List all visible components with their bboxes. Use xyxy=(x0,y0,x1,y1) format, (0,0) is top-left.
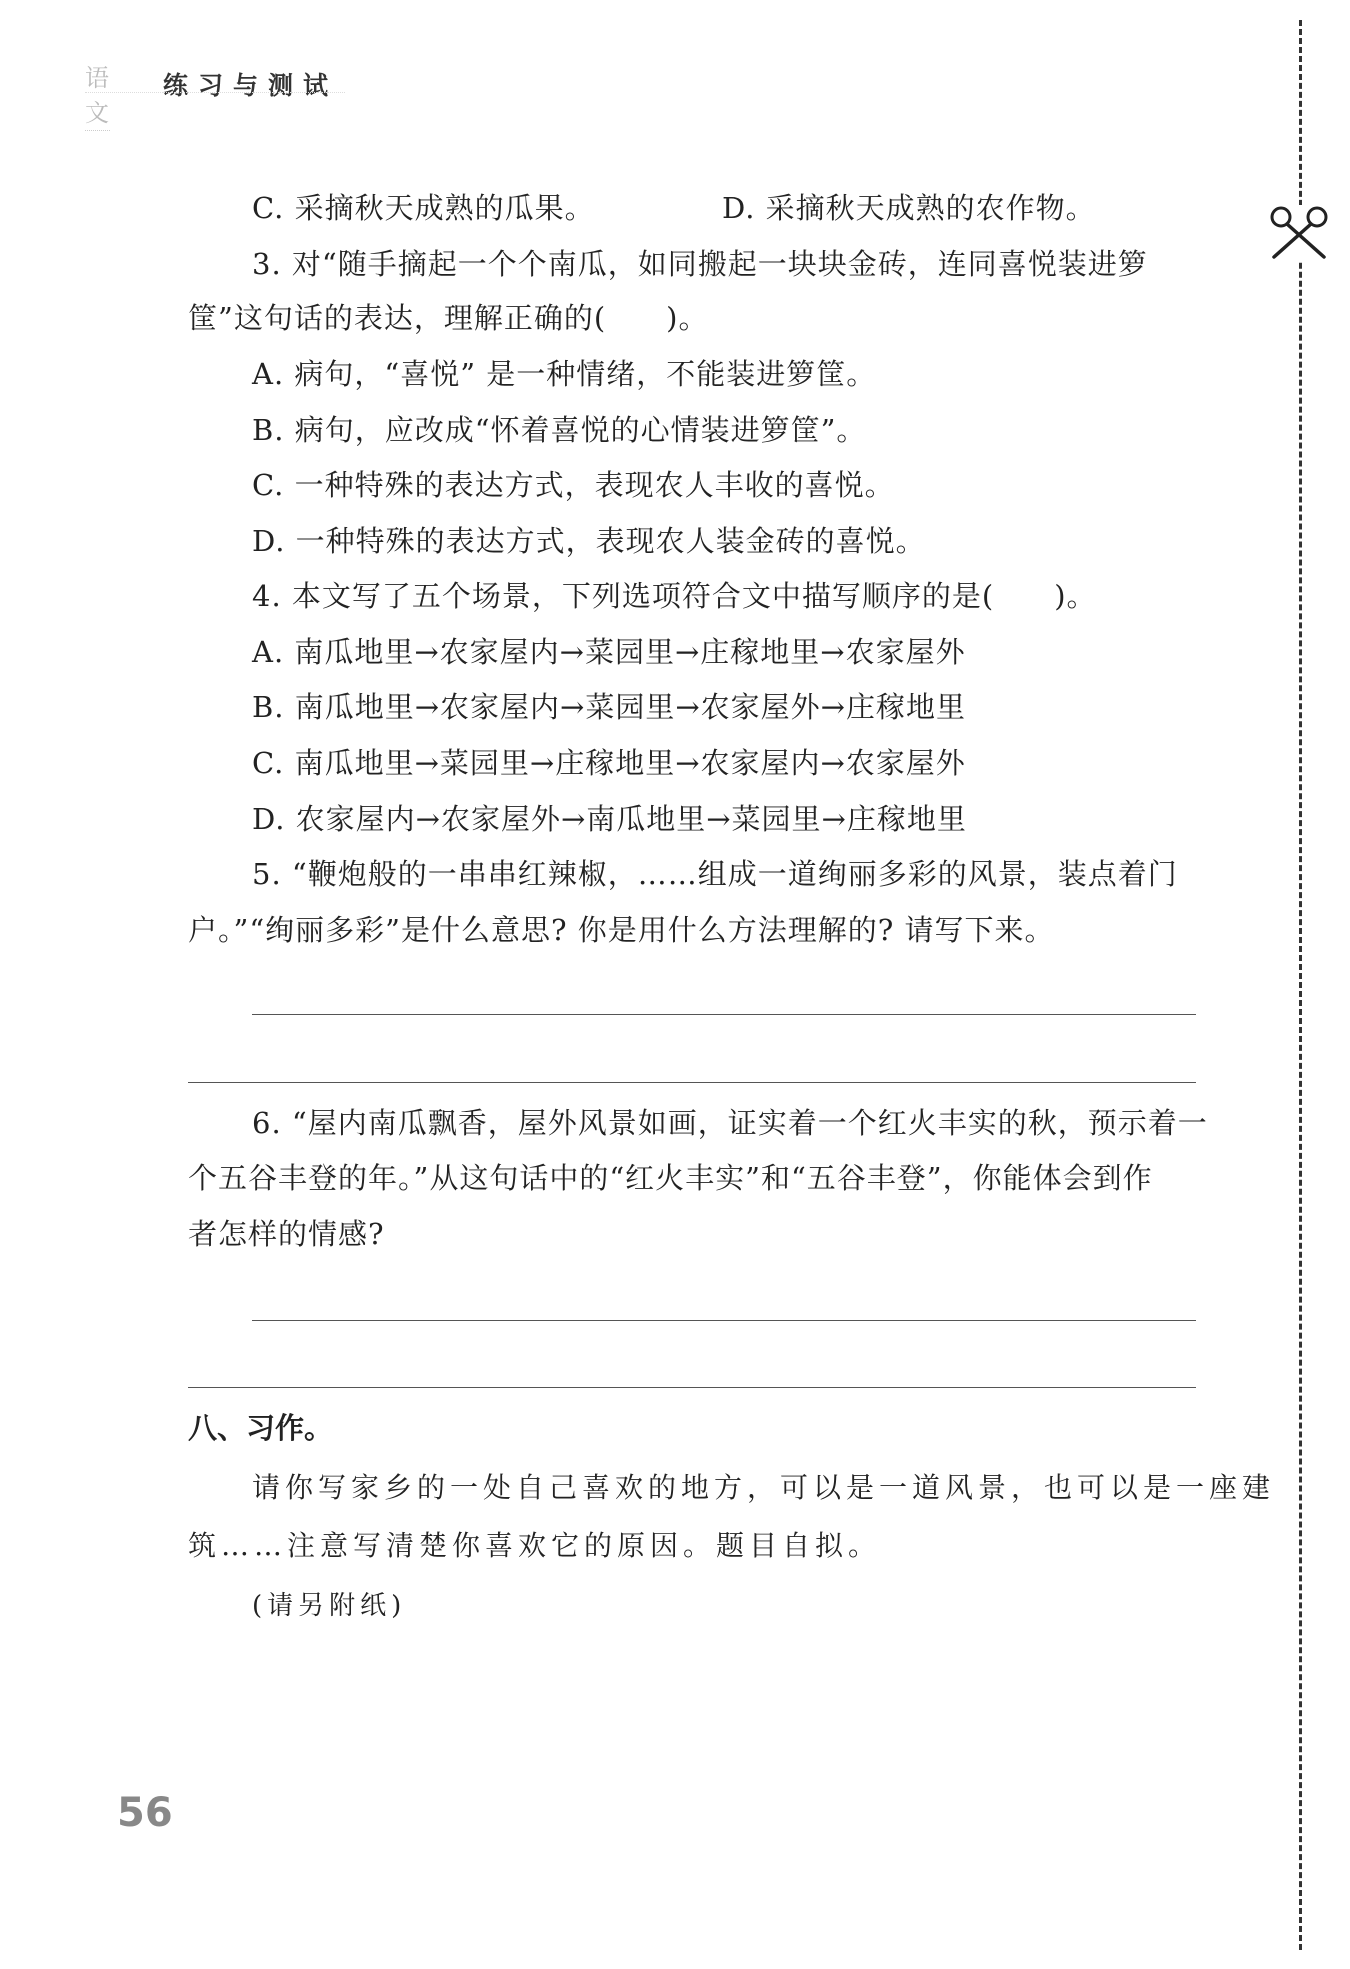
cut-line xyxy=(1299,20,1302,1950)
header-rule xyxy=(85,92,345,93)
q6-answer-line-2[interactable] xyxy=(188,1387,1196,1388)
q4-option-b: B. 南瓜地里→农家屋内→菜园里→农家屋外→庄稼地里 xyxy=(252,690,966,724)
q5-answer-line-2[interactable] xyxy=(188,1082,1196,1083)
q3-line2: 筐”这句话的表达，理解正确的( )。 xyxy=(188,301,709,335)
book-title: 练习与测试 xyxy=(163,71,339,100)
q5-answer-line-1[interactable] xyxy=(252,1014,1196,1015)
section-8-heading: 八、习作。 xyxy=(188,1411,334,1445)
page-number: 56 xyxy=(117,1790,173,1836)
option-c-top: C. 采摘秋天成熟的瓜果。 xyxy=(252,191,595,225)
q6-line2: 个五谷丰登的年。”从这句话中的“红火丰实”和“五谷丰登”，你能体会到作 xyxy=(188,1161,1153,1195)
q6-line3: 者怎样的情感? xyxy=(188,1217,385,1251)
q5-line1: 5. “鞭炮般的一串串红辣椒，……组成一道绚丽多彩的风景，装点着门 xyxy=(252,857,1178,891)
q4-line1: 4. 本文写了五个场景，下列选项符合文中描写顺序的是( )。 xyxy=(252,579,1097,613)
q3-option-c: C. 一种特殊的表达方式，表现农人丰收的喜悦。 xyxy=(252,468,895,502)
q4-option-a: A. 南瓜地里→农家屋内→菜园里→庄稼地里→农家屋外 xyxy=(252,635,966,669)
q3-line1: 3. 对“随手摘起一个个南瓜，如同搬起一块块金砖，连同喜悦装进箩 xyxy=(252,247,1148,281)
q3-option-a: A. 病句，“喜悦” 是一种情绪，不能装进箩筐。 xyxy=(252,357,877,391)
subject-tag: 语文 xyxy=(85,58,110,131)
q6-line1: 6. “屋内南瓜飘香，屋外风景如画，证实着一个红火丰实的秋，预示着一 xyxy=(252,1106,1208,1140)
section-8-note: (请另附纸) xyxy=(252,1591,407,1621)
section-8-line2: 筑……注意写清楚你喜欢它的原因。题目自拟。 xyxy=(188,1529,882,1562)
q4-option-d: D. 农家屋内→农家屋外→南瓜地里→菜园里→庄稼地里 xyxy=(252,802,967,836)
scissors-icon xyxy=(1268,205,1330,261)
q3-option-d: D. 一种特殊的表达方式，表现农人装金砖的喜悦。 xyxy=(252,524,926,558)
section-8-line1: 请你写家乡的一处自己喜欢的地方，可以是一道风景，也可以是一座建 xyxy=(252,1471,1276,1504)
q4-option-c: C. 南瓜地里→菜园里→庄稼地里→农家屋内→农家屋外 xyxy=(252,746,966,780)
q3-option-b: B. 病句，应改成“怀着喜悦的心情装进箩筐”。 xyxy=(252,413,867,447)
q6-answer-line-1[interactable] xyxy=(252,1320,1196,1321)
q5-line2: 户。”“绚丽多彩”是什么意思? 你是用什么方法理解的? 请写下来。 xyxy=(188,913,1055,947)
option-d-top: D. 采摘秋天成熟的农作物。 xyxy=(722,191,1096,225)
